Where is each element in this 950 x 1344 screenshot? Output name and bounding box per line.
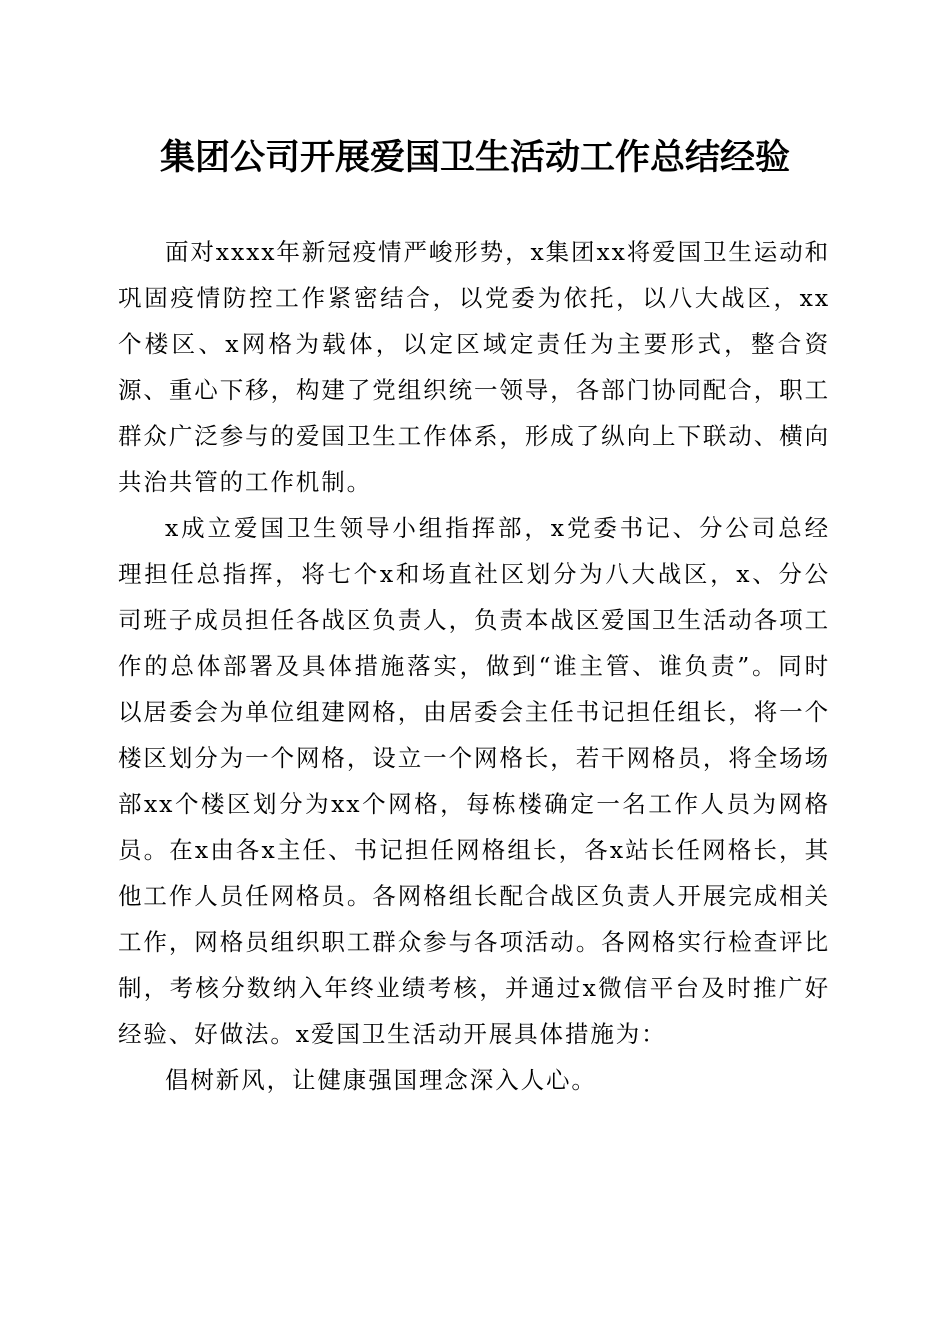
paragraph-intro: 面对xxxx年新冠疫情严峻形势，x集团xx将爱国卫生运动和巩固疫情防控工作紧密结合，以党委为依托，以八大战区，xx个楼区、x网格为载体，以定区域定责任为主要形式，整合资源、重心下移，构建了党组织统一领导，各部门协同配合，职工群众广泛参与的爱国卫生工作体系，形成了纵向上下联动、横向共治共管的工作机制。 [118,238,830,496]
paragraph-organization: x成立爱国卫生领导小组指挥部，x党委书记、分公司总经理担任总指挥，将七个x和场直社区划分为八大战区，x、分公司班子成员担任各战区负责人，负责本战区爱国卫生活动各项工作的总体部署及具体措施落实，做到“谁主管、谁负责”。同时以居委会为单位组建网格，由居委会主任书记担任组长，将一个楼区划分为一个网格，设立一个网格长，若干网格员，将全场场部xx个楼区划分为xx个网格，每栋楼确定一名工作人员为网格员。在x由各x主任、书记担任网格组长，各x站长任网格长，其他工作人员任网格员。各网格组长配合战区负责人开展完成相关工作，网格员组织职工群众参与各项活动。各网格实行检查评比制，考核分数纳入年终业绩考核，并通过x微信平台及时推广好经验、好做法。x爱国卫生活动开展具体措施为： [118,514,830,1048]
document-title: 集团公司开展爱国卫生活动工作总结经验 [159,138,790,178]
paragraph-section-heading: 倡树新风，让健康强国理念深入人心。 [165,1066,597,1094]
document-body [118,229,830,1103]
